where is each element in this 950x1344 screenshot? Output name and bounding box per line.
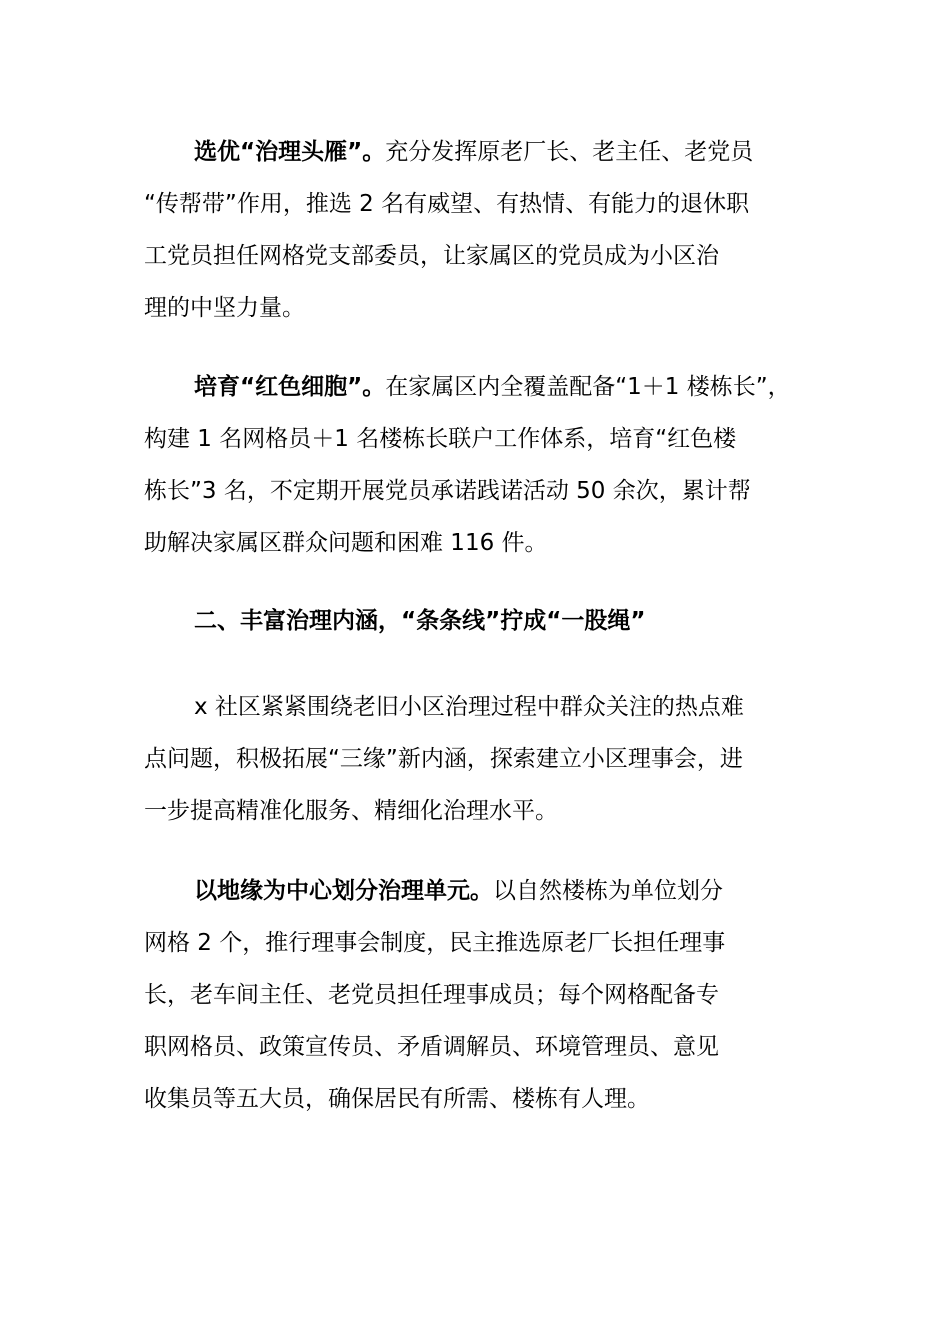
paragraph-lead-heading: 选优“治理头雁”。: [194, 139, 386, 165]
paragraph-line: 助解决家属区群众问题和困难 116 件。: [144, 530, 548, 556]
paragraph-line: x 社区紧紧围绕老旧小区治理过程中群众关注的热点难: [194, 694, 744, 720]
paragraph-red-cells: [144, 361, 824, 569]
paragraph-line: [144, 126, 824, 178]
paragraph-line: [144, 865, 824, 917]
paragraph-select-leaders: [144, 126, 824, 334]
paragraph-community-intro: [144, 681, 824, 837]
paragraph-line: “传帮带”作用，推选 2 名有威望、有热情、有能力的退休职: [144, 191, 750, 217]
paragraph-governance-units: [144, 865, 824, 1125]
paragraph-line: [144, 361, 824, 413]
paragraph-line: 点问题，积极拓展“三缘”新内涵，探索建立小区理事会，进: [144, 746, 743, 772]
paragraph-line: 工党员担任网格党支部委员，让家属区的党员成为小区治: [144, 243, 719, 269]
paragraph-text: 在家属区内全覆盖配备“1＋1 楼栋长”，: [385, 374, 791, 400]
paragraph-line: 构建 1 名网格员＋1 名楼栋长联户工作体系，培育“红色楼: [144, 426, 737, 452]
paragraph-line: 理的中坚力量。: [144, 295, 305, 321]
paragraph-line: 长，老车间主任、老党员担任理事成员；每个网格配备专: [144, 982, 719, 1008]
section-heading-text: 二、丰富治理内涵，“条条线”拧成“一股绳”: [194, 608, 646, 634]
paragraph-line: 收集员等五大员，确保居民有所需、楼栋有人理。: [144, 1086, 650, 1112]
paragraph-lead-heading: 培育“红色细胞”。: [194, 374, 386, 400]
paragraph-line: 网格 2 个，推行理事会制度，民主推选原老厂长担任理事: [144, 930, 726, 956]
paragraph-text: 以自然楼栋为单位划分: [493, 878, 723, 904]
paragraph-line: 一步提高精准化服务、精细化治理水平。: [144, 798, 558, 824]
paragraph-line: 职网格员、政策宣传员、矛盾调解员、环境管理员、意见: [144, 1034, 719, 1060]
paragraph-lead-heading: 以地缘为中心划分治理单元。: [194, 878, 493, 904]
section-heading: [144, 595, 824, 647]
paragraph-text: 充分发挥原老厂长、老主任、老党员: [385, 139, 754, 165]
paragraph-line: 栋长”3 名，不定期开展党员承诺践诺活动 50 余次，累计帮: [144, 478, 751, 504]
